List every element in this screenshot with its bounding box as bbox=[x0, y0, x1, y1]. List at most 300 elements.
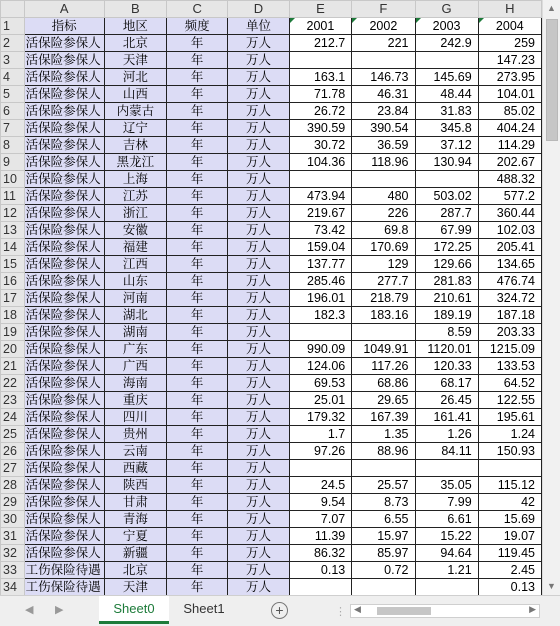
cell-2003[interactable]: 94.64 bbox=[415, 545, 478, 562]
cell-2002[interactable]: 0.72 bbox=[352, 562, 415, 579]
cell-unit[interactable]: 万人 bbox=[228, 494, 289, 511]
cell-2002[interactable]: 221 bbox=[352, 35, 415, 52]
cell-2003[interactable]: 242.9 bbox=[415, 35, 478, 52]
column-header-a[interactable]: A bbox=[24, 1, 104, 18]
row-number[interactable]: 18 bbox=[1, 307, 25, 324]
cell-indicator[interactable]: 活保险参保人 bbox=[24, 307, 104, 324]
cell-2002[interactable]: 277.7 bbox=[352, 273, 415, 290]
cell-2004[interactable]: 147.23 bbox=[478, 52, 541, 69]
cell-indicator[interactable]: 活保险参保人 bbox=[24, 52, 104, 69]
cell-region[interactable]: 上海 bbox=[104, 171, 166, 188]
cell-indicator[interactable]: 活保险参保人 bbox=[24, 205, 104, 222]
cell-2002[interactable]: 36.59 bbox=[352, 137, 415, 154]
cell-unit[interactable]: 万人 bbox=[228, 154, 289, 171]
cell-2001[interactable]: 163.1 bbox=[289, 69, 352, 86]
cell-2004[interactable]: 104.01 bbox=[478, 86, 541, 103]
cell-unit[interactable]: 万人 bbox=[228, 137, 289, 154]
cell-2003[interactable]: 1.26 bbox=[415, 426, 478, 443]
cell-unit[interactable]: 万人 bbox=[228, 86, 289, 103]
cell-frequency[interactable]: 年 bbox=[167, 477, 228, 494]
cell-frequency[interactable]: 年 bbox=[167, 460, 228, 477]
cell-2001[interactable]: 212.7 bbox=[289, 35, 352, 52]
cell-2002[interactable]: 226 bbox=[352, 205, 415, 222]
cell-frequency[interactable]: 年 bbox=[167, 528, 228, 545]
cell-indicator[interactable]: 活保险参保人 bbox=[24, 137, 104, 154]
cell-2002[interactable]: 1.35 bbox=[352, 426, 415, 443]
cell-unit[interactable]: 万人 bbox=[228, 545, 289, 562]
cell-region[interactable]: 贵州 bbox=[104, 426, 166, 443]
cell-2002[interactable]: 25.57 bbox=[352, 477, 415, 494]
column-header-e[interactable]: E bbox=[289, 1, 352, 18]
cell-unit[interactable]: 万人 bbox=[228, 273, 289, 290]
cell-2002[interactable]: 480 bbox=[352, 188, 415, 205]
cell-frequency[interactable]: 年 bbox=[167, 545, 228, 562]
cell-2002[interactable]: 68.86 bbox=[352, 375, 415, 392]
cell-region[interactable]: 北京 bbox=[104, 35, 166, 52]
cell-frequency[interactable]: 年 bbox=[167, 273, 228, 290]
cell-2001[interactable]: 24.5 bbox=[289, 477, 352, 494]
cell-2001[interactable]: 9.54 bbox=[289, 494, 352, 511]
cell-region[interactable]: 河南 bbox=[104, 290, 166, 307]
cell-indicator[interactable]: 活保险参保人 bbox=[24, 103, 104, 120]
cell-header-region[interactable]: 地区 bbox=[104, 18, 166, 35]
cell-2004[interactable]: 42 bbox=[478, 494, 541, 511]
cell-frequency[interactable]: 年 bbox=[167, 103, 228, 120]
cell-region[interactable]: 新疆 bbox=[104, 545, 166, 562]
scroll-left-icon[interactable]: ◀ bbox=[354, 604, 361, 614]
cell-frequency[interactable]: 年 bbox=[167, 409, 228, 426]
cell-2003[interactable]: 120.33 bbox=[415, 358, 478, 375]
cell-2003[interactable]: 8.59 bbox=[415, 324, 478, 341]
cell-2002[interactable] bbox=[352, 579, 415, 596]
cell-indicator[interactable]: 工伤保险待遇 bbox=[24, 562, 104, 579]
cell-2002[interactable]: 167.39 bbox=[352, 409, 415, 426]
cell-unit[interactable]: 万人 bbox=[228, 477, 289, 494]
scroll-right-icon[interactable]: ▶ bbox=[529, 604, 536, 614]
select-all-corner[interactable] bbox=[1, 1, 25, 18]
row-number[interactable]: 31 bbox=[1, 528, 25, 545]
row-number[interactable]: 7 bbox=[1, 120, 25, 137]
row-number[interactable]: 15 bbox=[1, 256, 25, 273]
cell-2001[interactable]: 473.94 bbox=[289, 188, 352, 205]
cell-frequency[interactable]: 年 bbox=[167, 120, 228, 137]
cell-2004[interactable]: 187.18 bbox=[478, 307, 541, 324]
cell-2001[interactable]: 26.72 bbox=[289, 103, 352, 120]
row-number[interactable]: 4 bbox=[1, 69, 25, 86]
cell-2003[interactable]: 281.83 bbox=[415, 273, 478, 290]
cell-2004[interactable]: 360.44 bbox=[478, 205, 541, 222]
cell-2004[interactable]: 102.03 bbox=[478, 222, 541, 239]
cell-indicator[interactable]: 活保险参保人 bbox=[24, 341, 104, 358]
column-header-g[interactable]: G bbox=[415, 1, 478, 18]
cell-unit[interactable]: 万人 bbox=[228, 460, 289, 477]
cell-2004[interactable]: 1215.09 bbox=[478, 341, 541, 358]
cell-2003[interactable]: 68.17 bbox=[415, 375, 478, 392]
cell-region[interactable]: 青海 bbox=[104, 511, 166, 528]
cell-2001[interactable] bbox=[289, 324, 352, 341]
cell-indicator[interactable]: 活保险参保人 bbox=[24, 426, 104, 443]
cell-unit[interactable]: 万人 bbox=[228, 103, 289, 120]
cell-2001[interactable] bbox=[289, 52, 352, 69]
cell-region[interactable]: 安徽 bbox=[104, 222, 166, 239]
cell-2004[interactable]: 202.67 bbox=[478, 154, 541, 171]
cell-indicator[interactable]: 活保险参保人 bbox=[24, 409, 104, 426]
cell-2004[interactable]: 324.72 bbox=[478, 290, 541, 307]
cell-region[interactable]: 重庆 bbox=[104, 392, 166, 409]
add-sheet-icon[interactable]: + bbox=[271, 602, 288, 619]
cell-2001[interactable]: 285.46 bbox=[289, 273, 352, 290]
column-header-f[interactable]: F bbox=[352, 1, 415, 18]
cell-indicator[interactable]: 活保险参保人 bbox=[24, 188, 104, 205]
cell-unit[interactable]: 万人 bbox=[228, 120, 289, 137]
cell-2001[interactable]: 73.42 bbox=[289, 222, 352, 239]
row-number[interactable]: 33 bbox=[1, 562, 25, 579]
row-number[interactable]: 2 bbox=[1, 35, 25, 52]
cell-frequency[interactable]: 年 bbox=[167, 154, 228, 171]
cell-2001[interactable] bbox=[289, 460, 352, 477]
cell-frequency[interactable]: 年 bbox=[167, 256, 228, 273]
cell-frequency[interactable]: 年 bbox=[167, 375, 228, 392]
cell-unit[interactable]: 万人 bbox=[228, 409, 289, 426]
vertical-scrollbar[interactable] bbox=[542, 0, 560, 595]
cell-region[interactable]: 山西 bbox=[104, 86, 166, 103]
cell-2002[interactable]: 118.96 bbox=[352, 154, 415, 171]
cell-region[interactable]: 西藏 bbox=[104, 460, 166, 477]
cell-2004[interactable]: 19.07 bbox=[478, 528, 541, 545]
cell-region[interactable]: 云南 bbox=[104, 443, 166, 460]
cell-2002[interactable]: 1049.91 bbox=[352, 341, 415, 358]
cell-2001[interactable]: 990.09 bbox=[289, 341, 352, 358]
row-number[interactable]: 3 bbox=[1, 52, 25, 69]
cell-frequency[interactable]: 年 bbox=[167, 392, 228, 409]
cell-frequency[interactable]: 年 bbox=[167, 443, 228, 460]
cell-indicator[interactable]: 活保险参保人 bbox=[24, 375, 104, 392]
horizontal-scroll-thumb[interactable] bbox=[377, 607, 431, 615]
cell-2001[interactable]: 11.39 bbox=[289, 528, 352, 545]
cell-frequency[interactable]: 年 bbox=[167, 341, 228, 358]
cell-2004[interactable]: 259 bbox=[478, 35, 541, 52]
cell-2002[interactable]: 23.84 bbox=[352, 103, 415, 120]
row-number[interactable]: 26 bbox=[1, 443, 25, 460]
row-number[interactable]: 29 bbox=[1, 494, 25, 511]
cell-2003[interactable]: 1.21 bbox=[415, 562, 478, 579]
row-number[interactable]: 13 bbox=[1, 222, 25, 239]
cell-2004[interactable]: 114.29 bbox=[478, 137, 541, 154]
cell-2001[interactable] bbox=[289, 171, 352, 188]
cell-2002[interactable]: 85.97 bbox=[352, 545, 415, 562]
cell-indicator[interactable]: 活保险参保人 bbox=[24, 477, 104, 494]
cell-region[interactable]: 山东 bbox=[104, 273, 166, 290]
cell-frequency[interactable]: 年 bbox=[167, 579, 228, 596]
cell-frequency[interactable]: 年 bbox=[167, 188, 228, 205]
cell-unit[interactable]: 万人 bbox=[228, 188, 289, 205]
cell-2003[interactable]: 48.44 bbox=[415, 86, 478, 103]
cell-2003[interactable] bbox=[415, 171, 478, 188]
row-number[interactable]: 28 bbox=[1, 477, 25, 494]
cell-header-2002[interactable]: 2002 bbox=[352, 18, 415, 35]
cell-region[interactable]: 广西 bbox=[104, 358, 166, 375]
cell-indicator[interactable]: 活保险参保人 bbox=[24, 460, 104, 477]
cell-2002[interactable] bbox=[352, 171, 415, 188]
row-number[interactable]: 25 bbox=[1, 426, 25, 443]
row-number[interactable]: 20 bbox=[1, 341, 25, 358]
cell-region[interactable]: 黑龙江 bbox=[104, 154, 166, 171]
cell-2001[interactable]: 7.07 bbox=[289, 511, 352, 528]
cell-indicator[interactable]: 活保险参保人 bbox=[24, 545, 104, 562]
cell-unit[interactable]: 万人 bbox=[228, 528, 289, 545]
cell-frequency[interactable]: 年 bbox=[167, 494, 228, 511]
cell-2002[interactable] bbox=[352, 324, 415, 341]
row-number[interactable]: 23 bbox=[1, 392, 25, 409]
cell-unit[interactable]: 万人 bbox=[228, 290, 289, 307]
cell-unit[interactable]: 万人 bbox=[228, 35, 289, 52]
cell-2003[interactable]: 26.45 bbox=[415, 392, 478, 409]
cell-indicator[interactable]: 活保险参保人 bbox=[24, 239, 104, 256]
column-header-d[interactable]: D bbox=[228, 1, 289, 18]
cell-2003[interactable]: 145.69 bbox=[415, 69, 478, 86]
cell-2002[interactable]: 117.26 bbox=[352, 358, 415, 375]
cell-2004[interactable]: 150.93 bbox=[478, 443, 541, 460]
row-number[interactable]: 17 bbox=[1, 290, 25, 307]
scroll-down-icon[interactable]: ▼ bbox=[547, 581, 556, 591]
cell-region[interactable]: 湖南 bbox=[104, 324, 166, 341]
cell-indicator[interactable]: 活保险参保人 bbox=[24, 86, 104, 103]
cell-2001[interactable]: 104.36 bbox=[289, 154, 352, 171]
cell-unit[interactable]: 万人 bbox=[228, 443, 289, 460]
cell-2001[interactable]: 179.32 bbox=[289, 409, 352, 426]
cell-2001[interactable]: 124.06 bbox=[289, 358, 352, 375]
cell-2002[interactable]: 170.69 bbox=[352, 239, 415, 256]
cell-2004[interactable]: 122.55 bbox=[478, 392, 541, 409]
cell-2002[interactable]: 8.73 bbox=[352, 494, 415, 511]
horizontal-scrollbar[interactable] bbox=[350, 604, 540, 618]
cell-unit[interactable]: 万人 bbox=[228, 69, 289, 86]
cell-region[interactable]: 湖北 bbox=[104, 307, 166, 324]
cell-unit[interactable]: 万人 bbox=[228, 52, 289, 69]
cell-header-2004[interactable]: 2004 bbox=[478, 18, 541, 35]
cell-indicator[interactable]: 活保险参保人 bbox=[24, 256, 104, 273]
row-number[interactable]: 24 bbox=[1, 409, 25, 426]
row-number[interactable]: 30 bbox=[1, 511, 25, 528]
cell-2004[interactable]: 1.24 bbox=[478, 426, 541, 443]
nav-next-sheet-icon[interactable]: ▶ bbox=[55, 604, 64, 616]
cell-2002[interactable]: 29.65 bbox=[352, 392, 415, 409]
row-number[interactable]: 6 bbox=[1, 103, 25, 120]
row-number[interactable]: 21 bbox=[1, 358, 25, 375]
cell-header-2003[interactable]: 2003 bbox=[415, 18, 478, 35]
cell-unit[interactable]: 万人 bbox=[228, 171, 289, 188]
cell-region[interactable]: 四川 bbox=[104, 409, 166, 426]
cell-2002[interactable]: 390.54 bbox=[352, 120, 415, 137]
cell-region[interactable]: 辽宁 bbox=[104, 120, 166, 137]
cell-2003[interactable]: 287.7 bbox=[415, 205, 478, 222]
cell-2003[interactable]: 1120.01 bbox=[415, 341, 478, 358]
cell-region[interactable]: 北京 bbox=[104, 562, 166, 579]
cell-2004[interactable] bbox=[478, 460, 541, 477]
cell-2003[interactable]: 345.8 bbox=[415, 120, 478, 137]
cell-2003[interactable]: 189.19 bbox=[415, 307, 478, 324]
row-number[interactable]: 8 bbox=[1, 137, 25, 154]
cell-2004[interactable]: 0.13 bbox=[478, 579, 541, 596]
cell-2003[interactable]: 6.61 bbox=[415, 511, 478, 528]
cell-unit[interactable]: 万人 bbox=[228, 375, 289, 392]
cell-2001[interactable]: 69.53 bbox=[289, 375, 352, 392]
cell-2002[interactable]: 69.8 bbox=[352, 222, 415, 239]
cell-2002[interactable] bbox=[352, 460, 415, 477]
cell-2002[interactable]: 129 bbox=[352, 256, 415, 273]
cell-frequency[interactable]: 年 bbox=[167, 222, 228, 239]
cell-2004[interactable]: 134.65 bbox=[478, 256, 541, 273]
cell-frequency[interactable]: 年 bbox=[167, 358, 228, 375]
column-header-b[interactable]: B bbox=[104, 1, 166, 18]
cell-indicator[interactable]: 活保险参保人 bbox=[24, 511, 104, 528]
cell-unit[interactable]: 万人 bbox=[228, 511, 289, 528]
cell-unit[interactable]: 万人 bbox=[228, 341, 289, 358]
cell-2004[interactable]: 85.02 bbox=[478, 103, 541, 120]
row-number[interactable]: 27 bbox=[1, 460, 25, 477]
cell-region[interactable]: 陕西 bbox=[104, 477, 166, 494]
cell-2004[interactable]: 488.32 bbox=[478, 171, 541, 188]
cell-indicator[interactable]: 活保险参保人 bbox=[24, 171, 104, 188]
cell-region[interactable]: 甘肃 bbox=[104, 494, 166, 511]
cell-indicator[interactable]: 活保险参保人 bbox=[24, 69, 104, 86]
cell-region[interactable]: 吉林 bbox=[104, 137, 166, 154]
row-number[interactable]: 11 bbox=[1, 188, 25, 205]
cell-2002[interactable]: 183.16 bbox=[352, 307, 415, 324]
cell-2003[interactable]: 37.12 bbox=[415, 137, 478, 154]
cell-frequency[interactable]: 年 bbox=[167, 511, 228, 528]
cell-region[interactable]: 海南 bbox=[104, 375, 166, 392]
cell-frequency[interactable]: 年 bbox=[167, 426, 228, 443]
cell-2001[interactable]: 182.3 bbox=[289, 307, 352, 324]
cell-region[interactable]: 江苏 bbox=[104, 188, 166, 205]
cell-indicator[interactable]: 活保险参保人 bbox=[24, 528, 104, 545]
cell-2001[interactable] bbox=[289, 579, 352, 596]
cell-2002[interactable]: 218.79 bbox=[352, 290, 415, 307]
cell-2004[interactable]: 404.24 bbox=[478, 120, 541, 137]
cell-2001[interactable]: 137.77 bbox=[289, 256, 352, 273]
cell-region[interactable]: 浙江 bbox=[104, 205, 166, 222]
cell-2003[interactable]: 130.94 bbox=[415, 154, 478, 171]
cell-frequency[interactable]: 年 bbox=[167, 86, 228, 103]
tab-sheet1[interactable]: Sheet1 bbox=[183, 601, 225, 616]
vertical-scroll-thumb[interactable] bbox=[546, 19, 558, 141]
cell-2004[interactable]: 195.61 bbox=[478, 409, 541, 426]
cell-indicator[interactable]: 活保险参保人 bbox=[24, 273, 104, 290]
cell-region[interactable]: 天津 bbox=[104, 579, 166, 596]
row-number[interactable]: 22 bbox=[1, 375, 25, 392]
cell-region[interactable]: 宁夏 bbox=[104, 528, 166, 545]
cell-2002[interactable]: 88.96 bbox=[352, 443, 415, 460]
column-header-c[interactable]: C bbox=[167, 1, 228, 18]
row-number[interactable]: 14 bbox=[1, 239, 25, 256]
cell-frequency[interactable]: 年 bbox=[167, 171, 228, 188]
cell-2003[interactable]: 161.41 bbox=[415, 409, 478, 426]
cell-2001[interactable]: 219.67 bbox=[289, 205, 352, 222]
cell-unit[interactable]: 万人 bbox=[228, 256, 289, 273]
cell-indicator[interactable]: 活保险参保人 bbox=[24, 35, 104, 52]
tab-sheet0[interactable]: Sheet0 bbox=[99, 596, 169, 624]
row-number[interactable]: 10 bbox=[1, 171, 25, 188]
cell-2004[interactable]: 115.12 bbox=[478, 477, 541, 494]
cell-2002[interactable] bbox=[352, 52, 415, 69]
cell-2001[interactable]: 390.59 bbox=[289, 120, 352, 137]
cell-unit[interactable]: 万人 bbox=[228, 205, 289, 222]
cell-2004[interactable]: 577.2 bbox=[478, 188, 541, 205]
cell-header-unit[interactable]: 单位 bbox=[228, 18, 289, 35]
cell-2003[interactable]: 172.25 bbox=[415, 239, 478, 256]
column-header-h[interactable]: H bbox=[478, 1, 541, 18]
row-number[interactable]: 5 bbox=[1, 86, 25, 103]
cell-frequency[interactable]: 年 bbox=[167, 290, 228, 307]
nav-prev-sheet-icon[interactable]: ◀ bbox=[25, 604, 34, 616]
cell-2001[interactable]: 86.32 bbox=[289, 545, 352, 562]
cell-indicator[interactable]: 活保险参保人 bbox=[24, 324, 104, 341]
cell-frequency[interactable]: 年 bbox=[167, 239, 228, 256]
cell-2004[interactable]: 119.45 bbox=[478, 545, 541, 562]
row-number[interactable]: 12 bbox=[1, 205, 25, 222]
cell-region[interactable]: 河北 bbox=[104, 69, 166, 86]
cell-frequency[interactable]: 年 bbox=[167, 35, 228, 52]
cell-region[interactable]: 广东 bbox=[104, 341, 166, 358]
row-number[interactable]: 1 bbox=[1, 18, 25, 35]
cell-header-indicator[interactable]: 指标 bbox=[24, 18, 104, 35]
cell-unit[interactable]: 万人 bbox=[228, 579, 289, 596]
row-number[interactable]: 19 bbox=[1, 324, 25, 341]
cell-2003[interactable]: 129.66 bbox=[415, 256, 478, 273]
cell-indicator[interactable]: 工伤保险待遇 bbox=[24, 579, 104, 596]
cell-2001[interactable]: 159.04 bbox=[289, 239, 352, 256]
cell-2004[interactable]: 205.41 bbox=[478, 239, 541, 256]
cell-2003[interactable]: 35.05 bbox=[415, 477, 478, 494]
cell-indicator[interactable]: 活保险参保人 bbox=[24, 494, 104, 511]
cell-2001[interactable]: 25.01 bbox=[289, 392, 352, 409]
cell-unit[interactable]: 万人 bbox=[228, 239, 289, 256]
cell-frequency[interactable]: 年 bbox=[167, 69, 228, 86]
cell-region[interactable]: 福建 bbox=[104, 239, 166, 256]
cell-2003[interactable]: 31.83 bbox=[415, 103, 478, 120]
cell-2001[interactable]: 0.13 bbox=[289, 562, 352, 579]
cell-2004[interactable]: 64.52 bbox=[478, 375, 541, 392]
cell-2003[interactable]: 15.22 bbox=[415, 528, 478, 545]
cell-2001[interactable]: 1.7 bbox=[289, 426, 352, 443]
cell-frequency[interactable]: 年 bbox=[167, 205, 228, 222]
cell-unit[interactable]: 万人 bbox=[228, 392, 289, 409]
cell-2004[interactable]: 133.53 bbox=[478, 358, 541, 375]
cell-unit[interactable]: 万人 bbox=[228, 222, 289, 239]
cell-indicator[interactable]: 活保险参保人 bbox=[24, 358, 104, 375]
cell-indicator[interactable]: 活保险参保人 bbox=[24, 443, 104, 460]
row-number[interactable]: 9 bbox=[1, 154, 25, 171]
cell-2004[interactable]: 273.95 bbox=[478, 69, 541, 86]
cell-unit[interactable]: 万人 bbox=[228, 358, 289, 375]
cell-2003[interactable]: 7.99 bbox=[415, 494, 478, 511]
row-number[interactable]: 34 bbox=[1, 579, 25, 596]
cell-indicator[interactable]: 活保险参保人 bbox=[24, 392, 104, 409]
cell-2002[interactable]: 46.31 bbox=[352, 86, 415, 103]
cell-2004[interactable]: 476.74 bbox=[478, 273, 541, 290]
cell-region[interactable]: 江西 bbox=[104, 256, 166, 273]
cell-unit[interactable]: 万人 bbox=[228, 562, 289, 579]
cell-2004[interactable]: 15.69 bbox=[478, 511, 541, 528]
cell-2004[interactable]: 203.33 bbox=[478, 324, 541, 341]
cell-frequency[interactable]: 年 bbox=[167, 52, 228, 69]
row-number[interactable]: 16 bbox=[1, 273, 25, 290]
cell-header-2001[interactable]: 2001 bbox=[289, 18, 352, 35]
cell-frequency[interactable]: 年 bbox=[167, 324, 228, 341]
cell-indicator[interactable]: 活保险参保人 bbox=[24, 120, 104, 137]
row-number[interactable]: 32 bbox=[1, 545, 25, 562]
